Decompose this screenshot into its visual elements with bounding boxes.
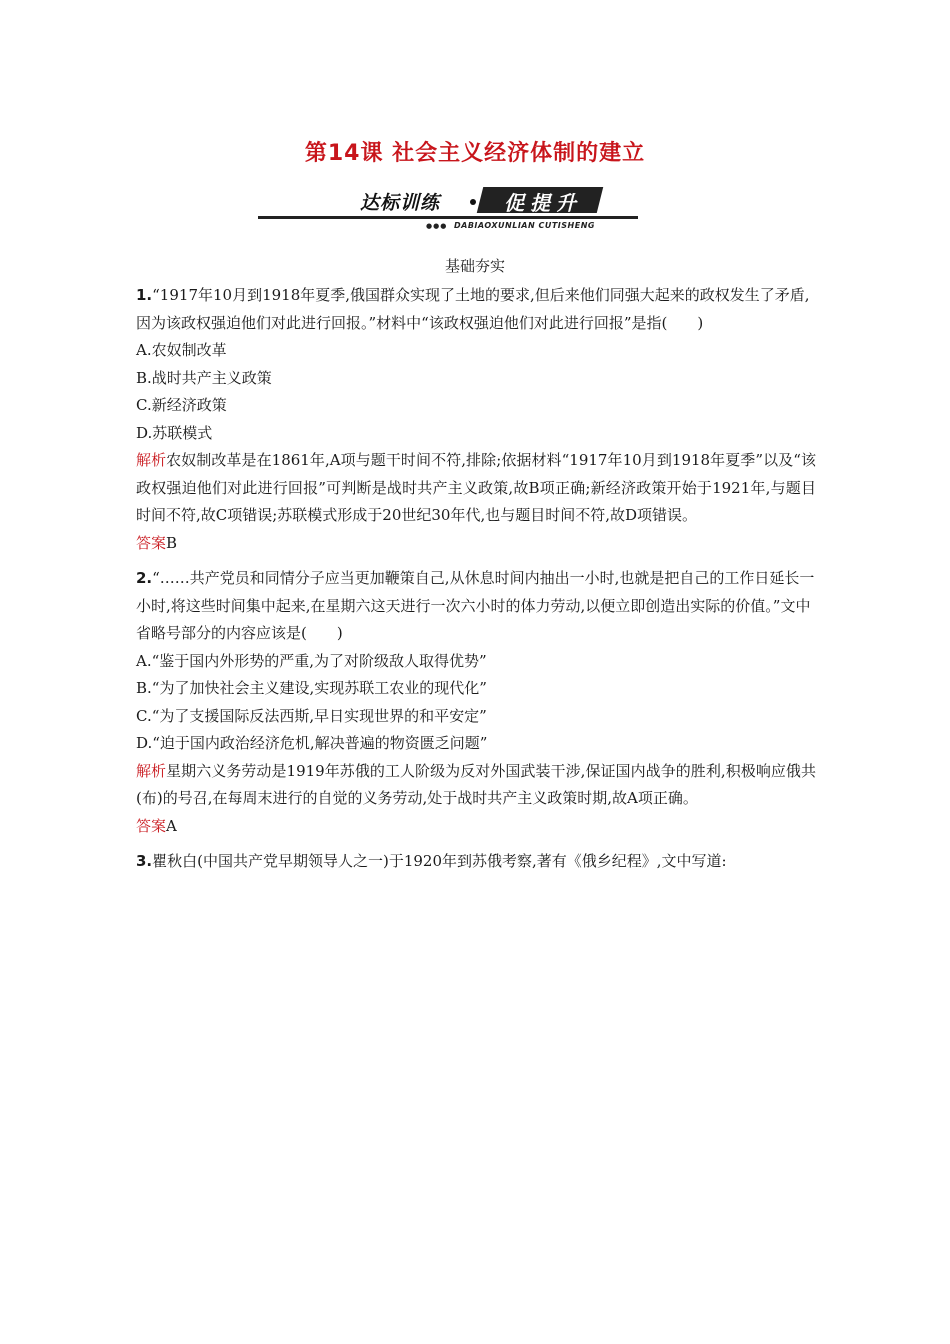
- analysis-label: 解析: [136, 761, 167, 780]
- analysis-label: 解析: [136, 451, 167, 469]
- question-number: 1.: [136, 286, 153, 304]
- answer-label: 答案: [136, 533, 167, 552]
- answer: [136, 530, 816, 558]
- banner-dot-icon: [470, 199, 476, 205]
- banner-right-text: 促提升: [504, 191, 582, 215]
- question-number: 2.: [136, 569, 153, 587]
- banner-subtitle: DABIAOXUNLIAN CUTISHENG: [454, 221, 595, 230]
- question-list: [136, 282, 816, 876]
- analysis: [136, 758, 816, 813]
- banner-dots: ●●●: [426, 222, 448, 230]
- question-number: 3.: [136, 852, 153, 870]
- section-banner: [258, 186, 658, 232]
- option-c: C.新经济政策: [136, 396, 227, 414]
- option-c: C.“为了支援国际反法西斯,早日实现世界的和平安定”: [136, 706, 487, 725]
- question-stem: [136, 565, 816, 648]
- analysis-text: 农奴制改革是在1861年,A项与题干时间不符,排除;依据材料“1917年10月到1918年夏季”以及“该政权强迫他们对此进行回报”可判断是战时共产主义政策,故B项正确;新经济政策开始于1921年,与题目时间不符,故C项错误;苏联模式形成于20世纪30年代,也与题目时间不符,故D项错误。: [136, 451, 816, 524]
- analysis: [136, 447, 816, 530]
- answer-value: A: [166, 816, 177, 835]
- question-1: [136, 282, 816, 557]
- question-stem: [136, 848, 816, 876]
- answer: [136, 813, 816, 841]
- option-b: B.战时共产主义政策: [136, 368, 272, 387]
- question-2: [136, 565, 816, 840]
- option-d: D.“迫于国内政治经济危机,解决普遍的物资匮乏问题”: [136, 734, 488, 752]
- question-text: “1917年10月到1918年夏季,俄国群众实现了土地的要求,但后来他们同强大起来的政权发生了矛盾,因为该政权强迫他们对此进行回报。”材料中“该政权强迫他们对此进行回报”是指( ): [136, 286, 810, 332]
- banner-left-text: 达标训练: [360, 192, 441, 214]
- option-b: B.“为了加快社会主义建设,实现苏联工农业的现代化”: [136, 679, 487, 697]
- analysis-text: 星期六义务劳动是1919年苏俄的工人阶级为反对外国武装干涉,保证国内战争的胜利,积极响应俄共(布)的号召,在每周末进行的自觉的义务劳动,处于战时共产主义政策时期,故A项正确。: [136, 761, 816, 807]
- option-d: D.苏联模式: [136, 423, 213, 442]
- question-text: “……共产党员和同情分子应当更加鞭策自己,从休息时间内抽出一小时,也就是把自己的工作日延长一小时,将这些时间集中起来,在星期六这天进行一次六小时的体力劳动,以便立即创造出实际的价值。”文中省略号部分的内容应该是( ): [136, 569, 815, 642]
- answer-label: 答案: [136, 816, 167, 835]
- banner-underline: [258, 216, 638, 219]
- section-title: 基础夯实: [444, 257, 505, 275]
- question-3: [136, 848, 816, 876]
- question-stem: [136, 282, 816, 337]
- option-a: A.农奴制改革: [136, 341, 227, 359]
- question-text: 瞿秋白(中国共产党早期领导人之一)于1920年到苏俄考察,著有《俄乡纪程》,文中写道:: [152, 852, 727, 870]
- answer-value: B: [166, 533, 178, 552]
- lesson-title: 第14课 社会主义经济体制的建立: [304, 141, 646, 166]
- option-a: A.“鉴于国内外形势的严重,为了对阶级敌人取得优势”: [136, 651, 487, 670]
